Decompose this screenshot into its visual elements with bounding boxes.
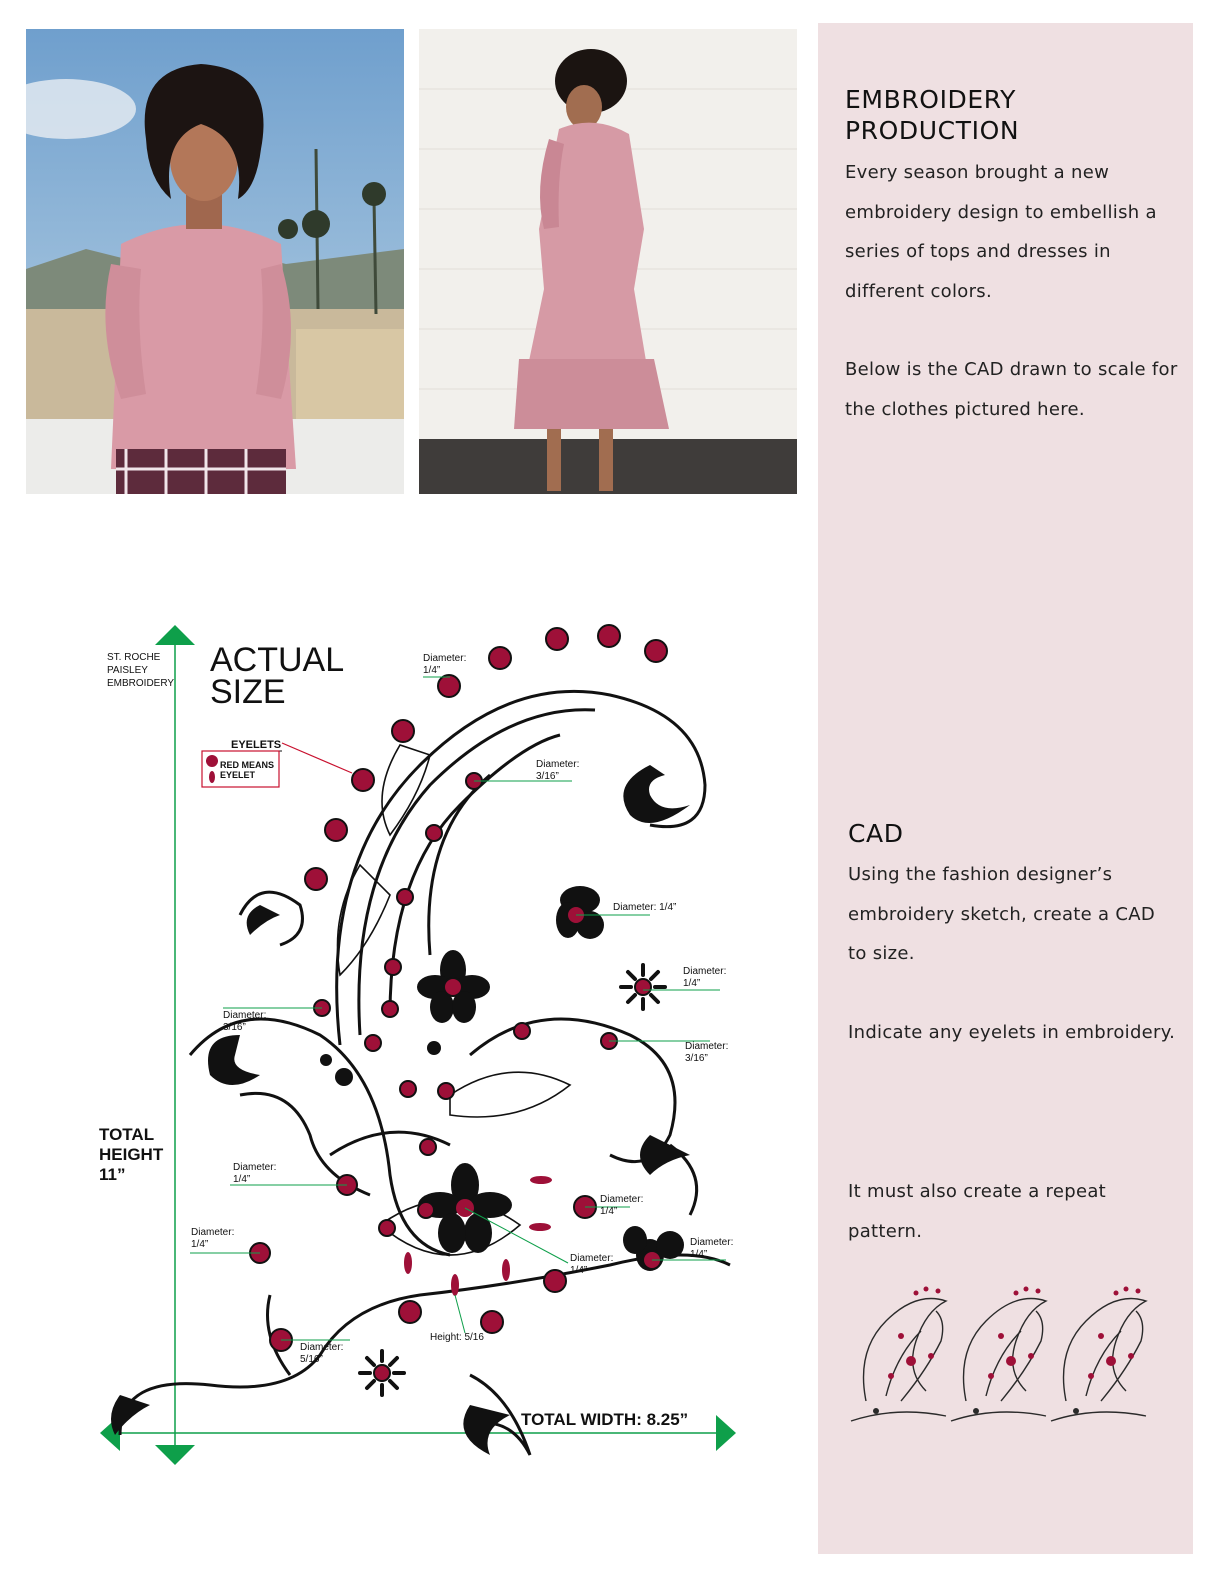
repeat-pattern-illustration: [846, 1261, 1166, 1431]
intro-paragraph: Every season brought a new embroidery design to embellish a series of tops and dresses in different colors.: [845, 162, 1157, 302]
design-title-line1: ST. ROCHE: [107, 652, 161, 663]
repeat-pattern-paragraph: It must also create a repeat pattern.: [848, 1181, 1107, 1242]
callout-midleft-label: Diameter:: [233, 1162, 277, 1173]
callout-upper-value: 3/16”: [536, 771, 559, 782]
total-height-line1: TOTAL: [99, 1125, 155, 1144]
callout-lowleft-label: Diameter:: [191, 1227, 235, 1238]
total-height-line2: HEIGHT: [99, 1145, 164, 1164]
callout-height-label: Height: 5/16: [430, 1332, 484, 1343]
callout-bottom-label: Diameter:: [300, 1342, 344, 1353]
callout-left-value: 3/16”: [223, 1022, 246, 1033]
callout-star-label: Diameter:: [683, 966, 727, 977]
model-photo-dress: [419, 29, 797, 494]
side-panel: [818, 23, 1193, 1554]
design-title-line2: PAISLEY: [107, 665, 148, 676]
callout-upper-label: Diameter:: [536, 759, 580, 770]
callout-lowcenter-value: 1/4”: [570, 1265, 588, 1276]
callout-star-value: 1/4”: [683, 978, 701, 989]
eyelets-instruction-paragraph: Indicate any eyelets in embroidery.: [848, 1022, 1176, 1043]
callout-flower-label: Diameter: 1/4”: [613, 902, 677, 913]
total-height-line3: 11”: [99, 1165, 126, 1184]
callout-top-label: Diameter:: [423, 653, 467, 664]
callout-right-value: 3/16”: [685, 1053, 708, 1064]
callout-right-label: Diameter:: [685, 1041, 729, 1052]
callout-left-label: Diameter:: [223, 1010, 267, 1021]
callout-lowright1-label: Diameter:: [600, 1194, 644, 1205]
callout-lowright2-label: Diameter:: [690, 1237, 734, 1248]
actual-size-line2: SIZE: [210, 673, 286, 711]
callout-lowleft-value: 1/4”: [191, 1239, 209, 1250]
callout-midleft-value: 1/4”: [233, 1174, 251, 1185]
callout-lowright2-value: 1/4”: [690, 1249, 708, 1260]
design-title-line3: EMBROIDERY: [107, 678, 175, 689]
callout-bottom-value: 5/16”: [300, 1354, 323, 1365]
legend-line2: EYELET: [220, 770, 256, 780]
eyelet-legend: [202, 739, 352, 787]
height-arrow: [155, 625, 195, 1465]
callout-lowcenter-label: Diameter:: [570, 1253, 614, 1264]
cad-heading: CAD: [848, 819, 904, 848]
total-width-label: TOTAL WIDTH: 8.25”: [521, 1410, 689, 1429]
cad-instructions-paragraph: Using the fashion designer’s embroidery sketch, create a CAD to size.: [848, 864, 1156, 964]
cad-drawing: [90, 615, 750, 1475]
cad-description-paragraph: Below is the CAD drawn to scale for the clothes pictured here.: [845, 359, 1178, 420]
callout-lowright1-value: 1/4”: [600, 1206, 618, 1217]
eyelets-label: EYELETS: [231, 739, 282, 751]
legend-line1: RED MEANS: [220, 760, 275, 770]
model-photo-blouse: [26, 29, 404, 494]
callout-top-value: 1/4”: [423, 665, 441, 676]
embroidery-production-heading: EMBROIDERY PRODUCTION: [845, 85, 1020, 145]
actual-size-line1: ACTUAL: [210, 641, 345, 679]
